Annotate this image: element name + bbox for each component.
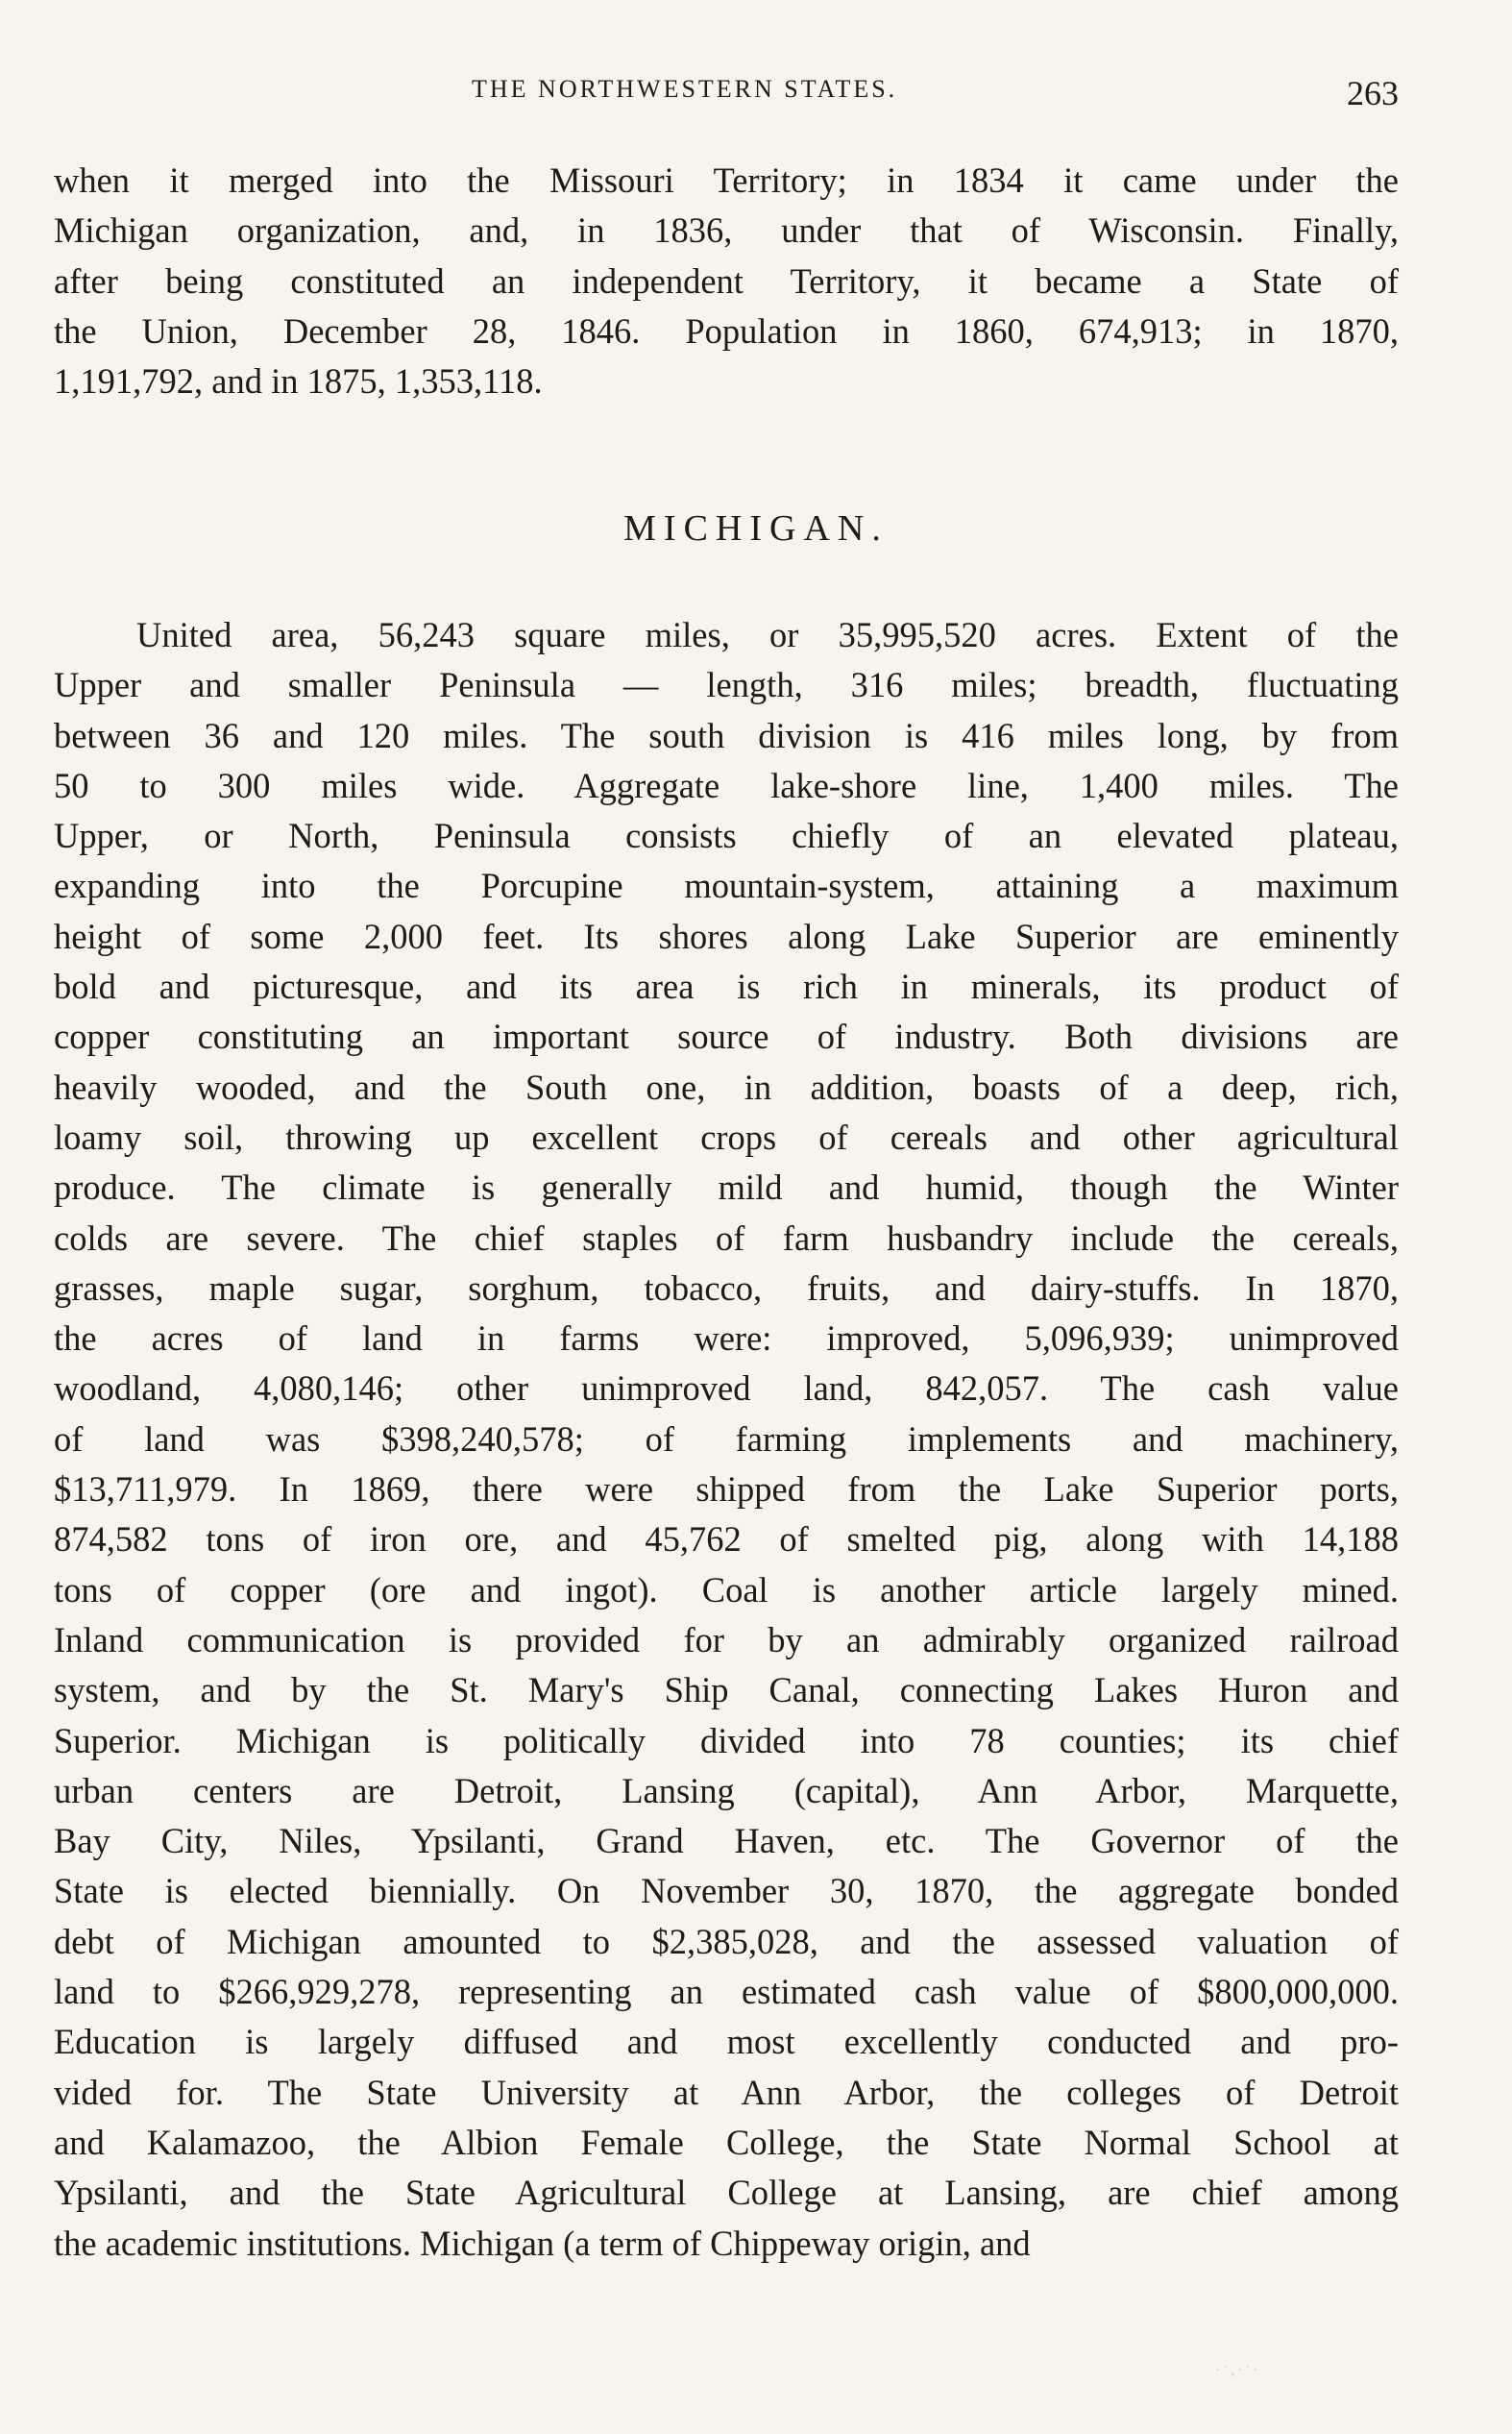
text-line: Ypsilanti, and the State Agricultural College at Lansing, are chief among — [54, 2173, 1399, 2213]
text-line: United area, 56,243 square miles, or 35,995,520 acres. Extent of the — [136, 615, 1399, 654]
text-line: land to $266,929,278, representing an estimated cash value of $800,000,000. — [54, 1972, 1399, 2012]
text-line: copper constituting an important source of industry. Both divisions are — [54, 1017, 1399, 1057]
text-line: loamy soil, throwing up excellent crops of cereals and other agricultural — [54, 1117, 1399, 1157]
text-line: Bay City, Niles, Ypsilanti, Grand Haven, etc. The Governor of the — [54, 1821, 1399, 1861]
intro-paragraph — [54, 156, 1399, 406]
text-line: 1,191,792, and in 1875, 1,353,118. — [54, 361, 543, 402]
text-line: 874,582 tons of iron ore, and 45,762 of smelted pig, along with 14,188 — [54, 1519, 1399, 1560]
text-line: when it merged into the Missouri Territory; in 1834 it came under the — [54, 160, 1399, 200]
text-line: height of some 2,000 feet. Its shores along Lake Superior are eminently — [54, 916, 1399, 956]
text-line: Michigan organization, and, in 1836, under that of Wisconsin. Finally, — [54, 210, 1399, 251]
text-line: $13,711,979. In 1869, there were shipped from the Lake Superior ports, — [54, 1469, 1399, 1510]
text-line: bold and picturesque, and its area is rich in minerals, its product of — [54, 967, 1399, 1007]
text-line: Upper, or North, Peninsula consists chiefly of an elevated plateau, — [54, 816, 1399, 856]
text-line: Superior. Michigan is politically divided into 78 counties; its chief — [54, 1720, 1399, 1760]
text-line: system, and by the St. Mary's Ship Canal, connecting Lakes Huron and — [54, 1670, 1399, 1710]
text-line: vided for. The State University at Ann Arbor, the colleges of Detroit — [54, 2072, 1399, 2112]
running-title: THE NORTHWESTERN STATES. — [472, 75, 898, 103]
text-line: tons of copper (ore and ingot). Coal is another article largely mined. — [54, 1569, 1399, 1610]
text-line: expanding into the Porcupine mountain-system, attaining a maximum — [54, 866, 1399, 906]
text-line: and Kalamazoo, the Albion Female College, the State Normal School at — [54, 2122, 1399, 2162]
michigan-paragraph — [54, 610, 1399, 2269]
text-line: the academic institutions. Michigan (a term of Chippeway origin, and — [54, 2223, 1031, 2263]
text-line: between 36 and 120 miles. The south division is 416 miles long, by from — [54, 715, 1399, 755]
text-line: Upper and smaller Peninsula — length, 316 miles; breadth, fluctuating — [54, 665, 1399, 705]
text-line: the Union, December 28, 1846. Population in 1860, 674,913; in 1870, — [54, 310, 1399, 351]
text-line: after being constituted an independent Territory, it became a State of — [54, 260, 1399, 301]
text-line: Inland communication is provided for by an admirably organized railroad — [54, 1619, 1399, 1660]
paper-specks: · ˙ , · ˙ · — [1215, 2364, 1258, 2378]
text-line: debt of Michigan amounted to $2,385,028, and the assessed valuation of — [54, 1921, 1399, 1961]
text-line: produce. The climate is generally mild and humid, though the Winter — [54, 1168, 1399, 1208]
text-line: 50 to 300 miles wide. Aggregate lake-shore line, 1,400 miles. The — [54, 765, 1399, 805]
text-line: colds are severe. The chief staples of farm husbandry include the cereals, — [54, 1217, 1399, 1258]
text-line: grasses, maple sugar, sorghum, tobacco, fruits, and dairy-stuffs. In 1870, — [54, 1267, 1399, 1308]
page-number: 263 — [1347, 74, 1399, 112]
section-heading: MICHIGAN. — [623, 508, 889, 549]
running-head — [54, 75, 1399, 113]
text-line: the acres of land in farms were: improved, 5,096,939; unimproved — [54, 1318, 1399, 1359]
text-line: of land was $398,240,578; of farming implements and machinery, — [54, 1418, 1399, 1459]
text-line: urban centers are Detroit, Lansing (capital), Ann Arbor, Marquette, — [54, 1770, 1399, 1810]
text-line: woodland, 4,080,146; other unimproved land, 842,057. The cash value — [54, 1368, 1399, 1409]
text-line: heavily wooded, and the South one, in addition, boasts of a deep, rich, — [54, 1067, 1399, 1107]
text-line: Education is largely diffused and most excellently conducted and pro- — [54, 2022, 1399, 2062]
text-line: State is elected biennially. On November 30, 1870, the aggregate bonded — [54, 1871, 1399, 1911]
